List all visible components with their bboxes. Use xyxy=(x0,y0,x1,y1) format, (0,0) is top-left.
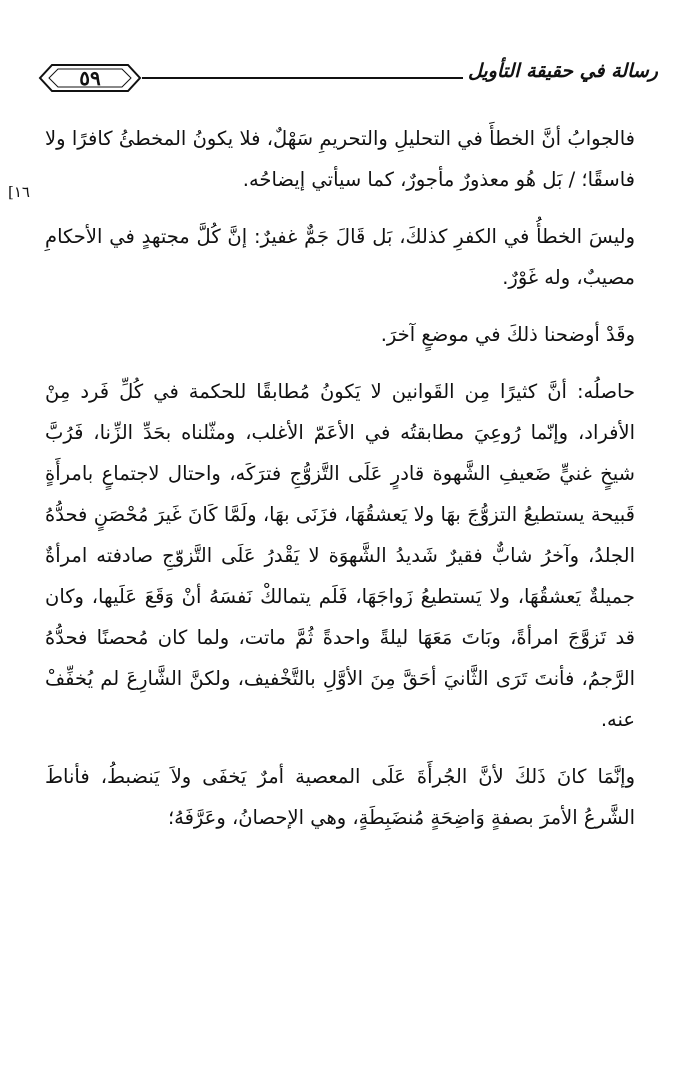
paragraph-reason: وإنَّمَا كانَ ذَلكَ لأنَّ الجُرأَةَ عَلَى المعصية أمرٌ يَخفَى ولاَ يَنضبطُ، فأناطَ الشَّرعُ الأمرَ بصفةٍ وَاضِحَةٍ مُنضَبِطَةٍ، وهي الإحصانُ، وعَرَّفَهُ؛ xyxy=(45,765,635,829)
paragraph-clarified: وقَدْ أوضحنا ذلكَ في موضعٍ آخرَ. xyxy=(380,323,635,346)
paragraph-summary: حاصلُه: أنَّ كثيرًا مِن القَوانين لا يَكونُ مُطابقًا للحكمة في كُلِّ فَرد مِنْ الأفراد، وإنّما رُوعِيَ مطابقتُه في الأعَمّ الأغلب، ومثّلناه بحَدِّ الزِّنا، فَرُبَّ شيخٍ غنيٍّ ضَعيفِ الشَّهوة قادرٍ عَلَى التَّزوُّجِ فترَكَه، واحتال لاجتماعٍ بامرأَةٍ قَبيحة يستطيعُ التزوُّجَ بهَا ولا يَعشقُهَا، فزَنَى بهَا، ولَمَّا كَانَ غَيرَ مُحْصَنٍ فحدُّهُ الجلدُ، وآخرُ شابٌّ فقيرٌ شَديدُ الشَّهوَة لا يَقْدرُ عَلَى التَّزوّجِ صادفته امرأةٌ جميلةٌ يَعشقُهَا، ولا يَستطيعُ زَواجَهَا، فَلَم يتمالكْ نَفسَهُ أنْ وَقَعَ عَلَيها، وكان قد تَزوَّجَ امرأةً، وبَاتَ مَعَهَا ليلةً واحدةً ثُمَّ ماتت، ولما كان مُحصنًا فحدُّهُ الرَّجمُ، فأنتَ تَرَى الثَّانيَ أحَقَّ مِنَ الأوَّلِ بالتَّخْفيف، ولكنَّ الشَّارِعَ لم يُخفِّفْ عنه. xyxy=(45,380,635,731)
paragraph-answer: فالجوابُ أنَّ الخطأَ في التحليلِ والتحريمِ سَهْلٌ، فلا يكونُ المخطئُ كافرًا ولا فاسقًا؛ / بَل هُو معذورٌ مأجورٌ، كما سيأتي إيضاحُه. xyxy=(45,127,635,191)
page-header xyxy=(30,58,658,98)
page-number-badge xyxy=(38,62,142,94)
paragraph-kufr: وليسَ الخطأُ في الكفرِ كذلكَ، بَل قَالَ جَمٌّ غفيرٌ: إنَّ كُلَّ مجتهدٍ في الأحكامِ مصيبٌ، وله غَوْرٌ. xyxy=(45,225,635,289)
margin-folio-note: [١٦ xyxy=(8,183,30,201)
running-title: رسالة في حقيقة التأويل xyxy=(468,60,658,82)
page-number: ٥٩ xyxy=(79,66,101,90)
header-rule xyxy=(142,77,463,79)
body-text xyxy=(45,118,635,854)
